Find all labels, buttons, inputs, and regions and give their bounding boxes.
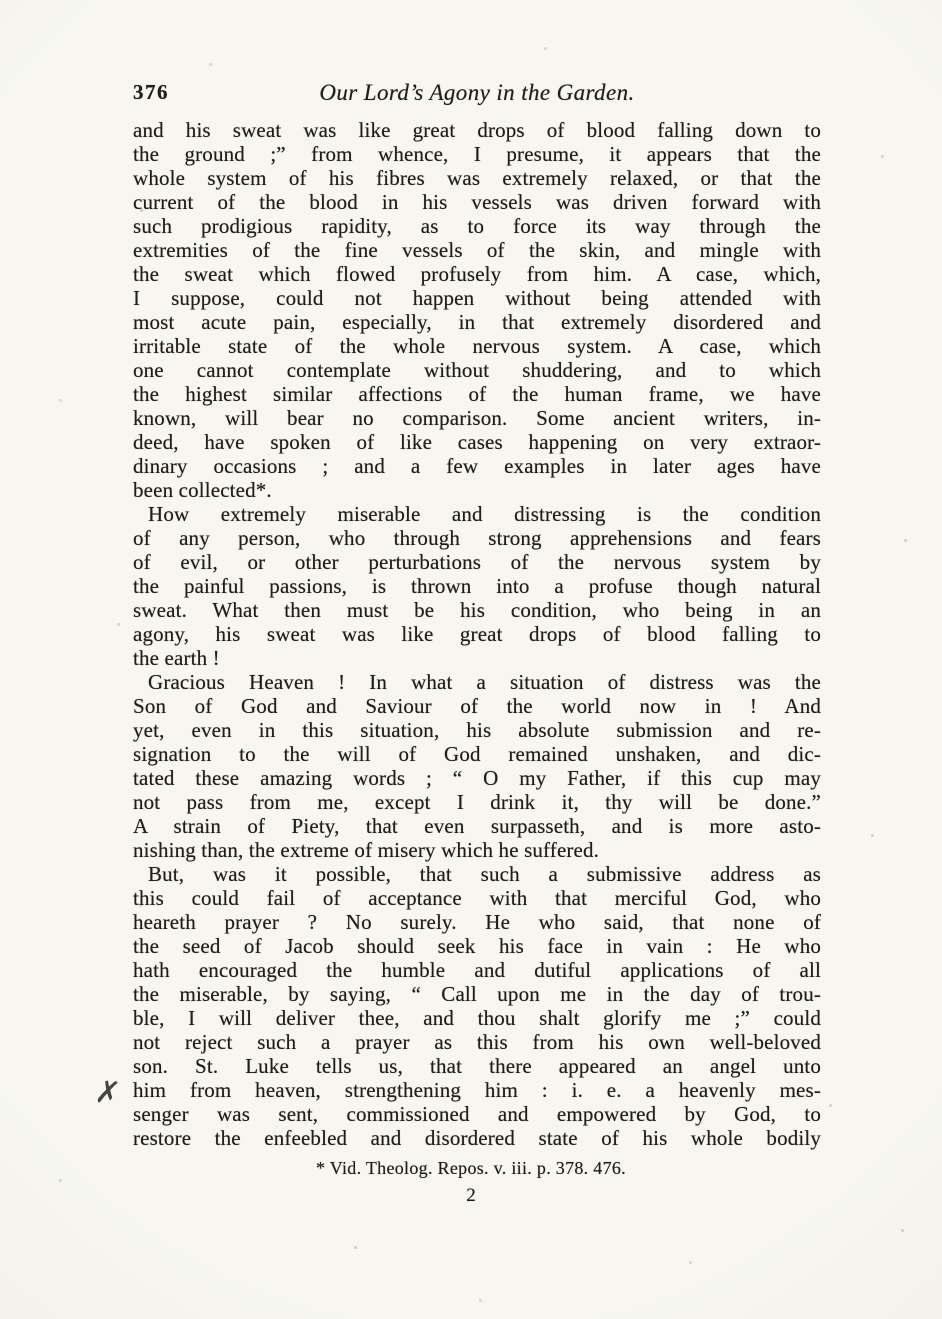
text-line: agony, his sweat was like great drops of blood falling to bbox=[133, 622, 821, 646]
text-line: sweat. What then must be his condition, who being in an bbox=[133, 598, 821, 622]
text-line: the seed of Jacob should seek his face in vain : He who bbox=[133, 934, 821, 958]
paragraph bbox=[133, 862, 821, 1150]
text-line: Son of God and Saviour of the world now in ! And bbox=[133, 694, 821, 718]
text-line: not pass from me, except I drink it, thy will be done.” bbox=[133, 790, 821, 814]
signature-mark: 2 bbox=[466, 1185, 476, 1206]
text-line: the ground ;” from whence, I presume, it appears that the bbox=[133, 142, 821, 166]
text-line: the highest similar affections of the human frame, we have bbox=[133, 382, 821, 406]
text-line: him from heaven, strengthening him : i. e. a heavenly mes- bbox=[133, 1078, 821, 1102]
text-line: and his sweat was like great drops of blood falling down to bbox=[133, 118, 821, 142]
text-line: deed, have spoken of like cases happening on very extraor- bbox=[133, 430, 821, 454]
text-line: senger was sent, commissioned and empowered by God, to bbox=[133, 1102, 821, 1126]
text-line: whole system of his fibres was extremely relaxed, or that the bbox=[133, 166, 821, 190]
text-line: of evil, or other perturbations of the nervous system by bbox=[133, 550, 821, 574]
text-line: the sweat which flowed profusely from him. A case, which, bbox=[133, 262, 821, 286]
text-line: the miserable, by saying, “ Call upon me in the day of trou- bbox=[133, 982, 821, 1006]
paragraph bbox=[133, 502, 821, 670]
page-header bbox=[133, 80, 821, 110]
text-line: the painful passions, is thrown into a profuse though natural bbox=[133, 574, 821, 598]
paper-speckles bbox=[0, 0, 1, 1]
footnote: * Vid. Theolog. Repos. v. iii. p. 378. 476. bbox=[316, 1158, 626, 1178]
text-line: restore the enfeebled and disordered state of his whole bodily bbox=[133, 1126, 821, 1150]
text-line: known, will bear no comparison. Some ancient writers, in- bbox=[133, 406, 821, 430]
text-line: most acute pain, especially, in that extremely disordered and bbox=[133, 310, 821, 334]
text-line: A strain of Piety, that even surpasseth, and is more asto- bbox=[133, 814, 821, 838]
text-line: irritable state of the whole nervous system. A case, which bbox=[133, 334, 821, 358]
text-line: dinary occasions ; and a few examples in later ages have bbox=[133, 454, 821, 478]
text-line: hath encouraged the humble and dutiful applications of all bbox=[133, 958, 821, 982]
paragraph bbox=[133, 118, 821, 502]
text-block bbox=[133, 118, 821, 1150]
text-line: one cannot contemplate without shuddering, and to which bbox=[133, 358, 821, 382]
text-line: not reject such a prayer as this from his own well-beloved bbox=[133, 1030, 821, 1054]
text-line: signation to the will of God remained unshaken, and dic- bbox=[133, 742, 821, 766]
text-line: Gracious Heaven ! In what a situation of distress was the bbox=[148, 670, 821, 694]
handwritten-margin-mark: ✗ bbox=[92, 1071, 123, 1114]
text-line: the earth ! bbox=[133, 646, 220, 670]
paragraph bbox=[133, 670, 821, 862]
text-line: But, was it possible, that such a submissive address as bbox=[148, 862, 821, 886]
text-line: ble, I will deliver thee, and thou shalt glorify me ;” could bbox=[133, 1006, 821, 1030]
text-line: nishing than, the extreme of misery which he suffered. bbox=[133, 838, 600, 862]
text-line: such prodigious rapidity, as to force its way through the bbox=[133, 214, 821, 238]
text-line: extremities of the fine vessels of the skin, and mingle with bbox=[133, 238, 821, 262]
text-line: son. St. Luke tells us, that there appeared an angel unto bbox=[133, 1054, 821, 1078]
text-line: of any person, who through strong apprehensions and fears bbox=[133, 526, 821, 550]
text-line: tated these amazing words ; “ O my Father, if this cup may bbox=[133, 766, 821, 790]
page-number: 376 bbox=[133, 80, 169, 104]
text-line: yet, even in this situation, his absolute submission and re- bbox=[133, 718, 821, 742]
running-title: Our Lord’s Agony in the Garden. bbox=[319, 80, 635, 105]
text-line: this could fail of acceptance with that merciful God, who bbox=[133, 886, 821, 910]
text-line: I suppose, could not happen without being attended with bbox=[133, 286, 821, 310]
text-line: been collected*. bbox=[133, 478, 272, 502]
text-line: heareth prayer ? No surely. He who said, that none of bbox=[133, 910, 821, 934]
text-line: current of the blood in his vessels was driven forward with bbox=[133, 190, 821, 214]
text-line: How extremely miserable and distressing is the condition bbox=[148, 502, 821, 526]
